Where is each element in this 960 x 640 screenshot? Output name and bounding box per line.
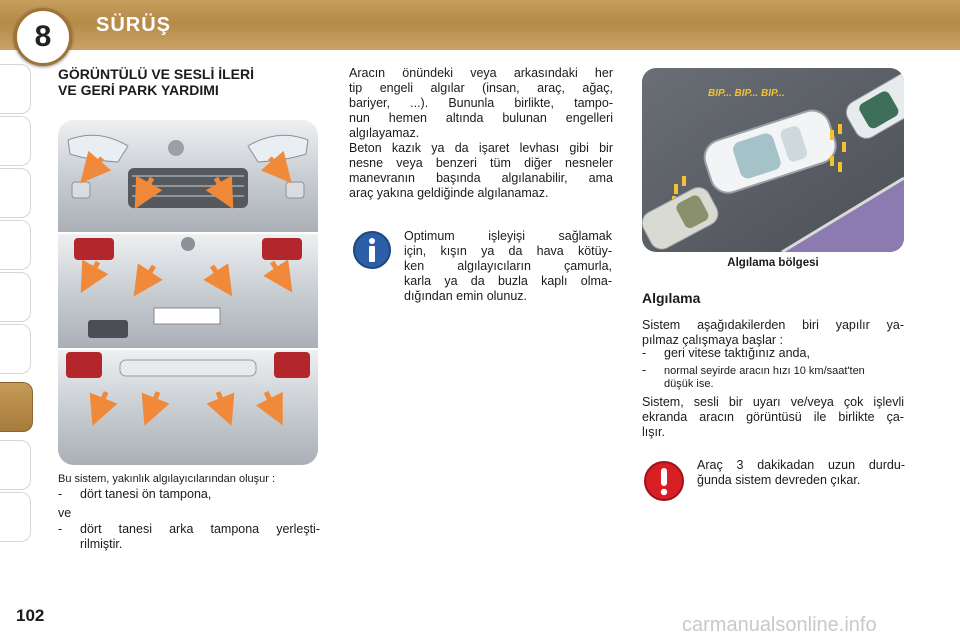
text-line: bariyer, ...). Bununla birlikte, tampo- [349, 96, 613, 110]
chapter-tabs [0, 64, 32, 574]
text-line: nesne veya benzeri tüm diğer nesneler [349, 156, 613, 170]
parking-scene [642, 68, 904, 252]
text-line: Araç 3 dakikadan uzun durdu- [697, 458, 905, 472]
alert-paragraph [642, 395, 904, 440]
page-number: 102 [16, 606, 45, 625]
detection-zone-illustration [642, 68, 904, 252]
list-item-text: dört tanesi ön tampona, [80, 487, 212, 501]
article-heading [58, 66, 254, 98]
bumper-sensors-illustration [58, 120, 318, 465]
text-line: nun hemen altında bulunan engelleri [349, 111, 613, 125]
info-icon [352, 230, 392, 270]
chapter-tab[interactable] [0, 492, 31, 542]
bumper-sensors-photo [58, 120, 318, 465]
heading-line: GÖRÜNTÜLÜ VE SESLİ İLERİ [58, 66, 255, 82]
list-item-text: rilmiştir. [80, 537, 123, 551]
list-item: - dört tanesi ön tampona, [58, 487, 212, 501]
chapter-tab[interactable] [0, 324, 31, 374]
chapter-number-badge: 8 [14, 8, 72, 66]
intro-paragraph [349, 66, 613, 141]
chapter-tab[interactable] [0, 272, 31, 322]
text-line: manevranın başında algılanabilir, ama [349, 171, 613, 185]
list-item: - normal seyirde aracın hızı 10 km/saat'ten düşük ise. [642, 363, 865, 390]
text-line: karla ya da buzla kaplı olma- [404, 274, 612, 288]
section-title: SÜRÜŞ [96, 14, 172, 36]
list-item-text: normal seyirde aracın hızı 10 km/saat'ten [664, 365, 865, 377]
chapter-tab[interactable] [0, 168, 31, 218]
text-line: Optimum işleyişi sağlamak [404, 229, 612, 243]
text-line: ken algılayıcıların çamurla, [404, 259, 612, 273]
chapter-tab[interactable] [0, 116, 31, 166]
detection-limits-paragraph [349, 141, 613, 201]
text-line: Aracın önündeki veya arkasındaki her [349, 66, 613, 80]
detection-zone-caption: Algılama bölgesi [727, 257, 819, 269]
text-line: Sistem aşağıdakilerden biri yapılır ya- [642, 318, 904, 332]
sensor-caption: Bu sistem, yakınlık algılayıcılarından oluşur : [58, 473, 276, 485]
warning-note [697, 458, 905, 488]
heading-line: VE GERİ PARK YARDIMI [58, 82, 219, 98]
text-line: tip engeli algılar (insan, araç, ağaç, [349, 81, 613, 95]
chapter-tab-active[interactable] [0, 382, 33, 432]
list-item: - dört tanesi arka tampona yerleşti- rilmiştir. [58, 522, 320, 551]
connector-text: ve [58, 506, 72, 520]
watermark: carmanualsonline.info [682, 614, 877, 636]
text-line: algılayamaz. [349, 126, 420, 140]
list-item-text: düşük ise. [664, 378, 714, 390]
warning-icon [643, 460, 685, 502]
list-item-text: dört tanesi arka tampona yerleşti- [80, 522, 320, 536]
text-line: ğunda sistem devreden çıkar. [697, 473, 861, 487]
list-item: - geri vitese taktığınız anda, [642, 346, 810, 360]
text-line: Sistem, sesli bir uyarı ve/veya çok işlevli [642, 395, 904, 409]
text-line: ekranda aracın görüntüsü ile birlikte ça- [642, 410, 904, 424]
text-line: pılmaz çalışmaya başlar : [642, 333, 784, 347]
bip-label: BIP... BIP... BIP... [708, 88, 785, 99]
list-item-text: geri vitese taktığınız anda, [664, 346, 810, 360]
chapter-tab[interactable] [0, 440, 31, 490]
text-line: dığından emin olunuz. [404, 289, 528, 303]
detection-subheading: Algılama [642, 290, 701, 306]
chapter-tab[interactable] [0, 64, 31, 114]
info-note [404, 229, 612, 304]
text-line: araç yakına geldiğinde algılanamaz. [349, 186, 549, 200]
activation-paragraph [642, 318, 904, 348]
text-line: lışır. [642, 425, 665, 439]
text-line: Beton kazık ya da işaret levhası gibi bir [349, 141, 613, 155]
text-line: için, kışın ya da hava kötüy- [404, 244, 612, 258]
chapter-tab[interactable] [0, 220, 31, 270]
